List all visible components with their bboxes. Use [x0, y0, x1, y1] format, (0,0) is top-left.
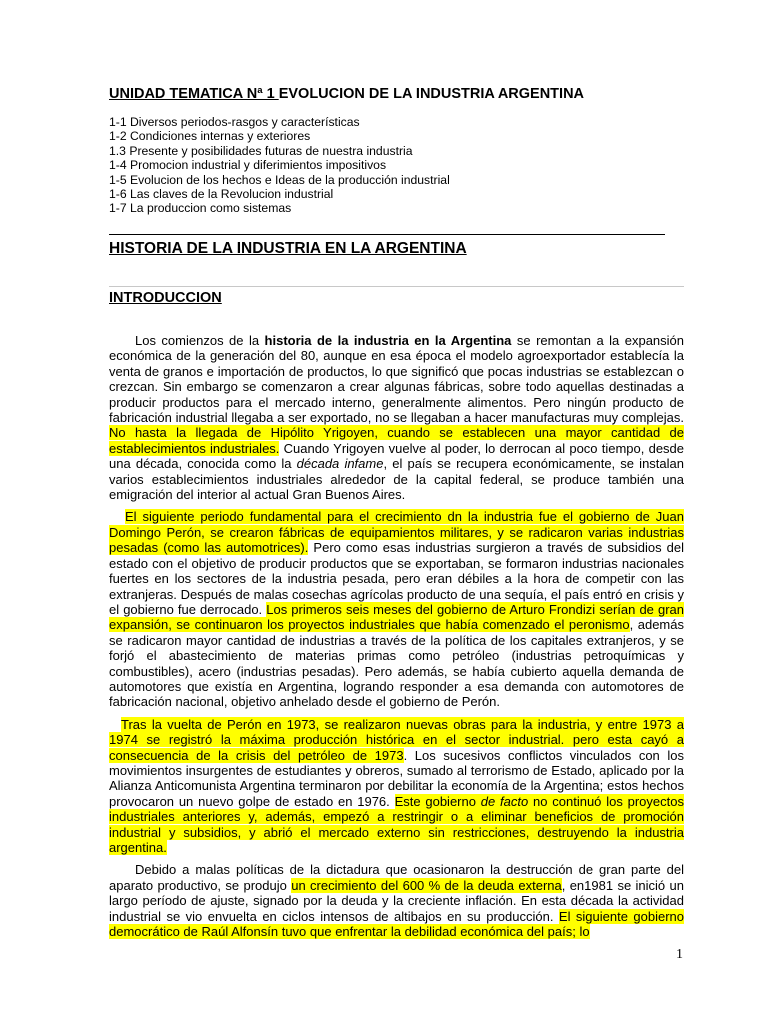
toc-item: 1-2 Condiciones internas y exteriores	[109, 129, 311, 144]
highlighted-text: un crecimiento del 600 % de la deuda externa	[291, 877, 562, 893]
text-run: . Los sucesivos conflictos vinculados con los movimientos insurgentes de estudiantes y obreros, sumado al terrorismo de Estado, aplicado por la Alianza Anticomunista Argentina terminaron por debilitar la economía de la Argentina; estos hechos provocaron un nuevo golpe de estado en 1976.	[109, 747, 685, 809]
table-of-contents	[109, 115, 669, 216]
toc-item: 1-1 Diversos periodos-rasgos y características	[109, 115, 360, 129]
text-run: , el país se recupera económicamente, se instalan varios establecimientos industriales alrededor de la capital federal, se produce también una emigración del interior al actual Gran Buenos Aires.	[109, 456, 684, 503]
page-number: 1	[676, 947, 683, 962]
bold-text: historia de la industria en la Argentina	[264, 333, 512, 348]
highlighted-text: Tras la vuelta de Perón en 1973, se realizaron nuevas obras para la industria, y entre 1973 a 1974 se registró la máxima producción histórica en el sector industrial. pero esta cayó a consecuencia de la crisis del petróleo de 1973	[109, 716, 684, 763]
divider	[109, 234, 665, 235]
text-run: Debido a malas políticas de la dictadura que ocasionaron la destrucción de gran parte del aparato productivo, se produjo	[109, 862, 684, 893]
divider	[109, 286, 684, 287]
toc-item: 1.3 Presente y posibilidades futuras de nuestra industria	[109, 143, 413, 158]
toc-item: 1-4 Promocion industrial y diferimientos impositivos	[109, 158, 387, 173]
body-text	[109, 333, 684, 946]
main-title: HISTORIA DE LA INDUSTRIA EN LA ARGENTINA	[109, 240, 467, 257]
paragraph-1	[109, 333, 684, 502]
unit-heading	[109, 85, 669, 103]
paragraph-3	[109, 717, 684, 856]
highlighted-text: no continuó los proyectos industriales anteriores y, además, empezó a restringir o a eliminar beneficios de promoción industrial y subsidios, y abrió el mercado externo sin restricciones, destruyendo la industria argentina.	[109, 793, 684, 855]
text-run: se remontan a la expansión económica de la generación del 80, aunque en esa época el modelo agroexportador establecía la venta de granos e importación de productos, lo que significó que pocas industrias se establezcan o crezcan. Sin embargo se comenzaron a crear algunas fábricas, sobre todo aquellas destinadas a producir productos para el mercado interno, generalmente alimentos. Pero ningún producto de fabricación industrial llegaba a ser exportado, no se llegaban a hacer manufacturas muy complejas.	[109, 333, 685, 426]
paragraph-4	[109, 862, 684, 939]
unit-label: UNIDAD TEMATICA Nª 1	[109, 86, 279, 102]
highlighted-text: Los primeros seis meses del gobierno de Arturo Frondizi serían de gran expansión, se continuaron los proyectos industriales que había comenzado el peronismo	[109, 601, 684, 633]
italic-text: década infame	[296, 456, 384, 472]
text-run: Cuando Yrigoyen vuelve al poder, lo derrocan al poco tiempo, desde una década, conocida como la	[109, 440, 685, 472]
highlighted-italic-text: de facto	[480, 793, 529, 809]
toc-item: 1-6 Las claves de la Revolucion industrial	[109, 187, 334, 202]
section-title: INTRODUCCION	[109, 290, 222, 306]
text-run: , en1981 se inició un largo período de ajuste, signado por la deuda y la creciente inflación. En esta década la actividad industrial se vio envuelta en ciclos intensos de altibajos en su producción.	[109, 877, 684, 924]
highlighted-text: El siguiente periodo fundamental para el crecimiento dn la industria fue el gobierno de Juan Domingo Perón, se crearon fábricas de equipamientos militares, y se radicaron varias industrias pesadas (como las automotrices).	[109, 509, 684, 556]
highlighted-text: El siguiente gobierno democrático de Raúl Alfonsín tuvo que enfrentar la debilidad económica del país; lo	[109, 908, 685, 940]
paragraph-2	[109, 509, 684, 709]
highlighted-text: Este gobierno	[394, 793, 481, 809]
text-run: Los comienzos de la	[135, 333, 265, 348]
text-run: , además se radicaron mayor cantidad de industrias a través de la política de los capitales extranjeros, y se forjó el abastecimiento de materias primas como petróleo (industrias petroquímicas y combustibles), acero (industrias pesadas). Pero además, se había cubierto aquella demanda de automotores que existía en Argentina, logrando responder a esa demanda con automotores de fabricación nacional, objetivo anhelado desde el gobierno de Perón.	[109, 617, 684, 710]
toc-item: 1-7 La produccion como sistemas	[109, 201, 292, 216]
highlighted-text: No hasta la llegada de Hipólito Yrigoyen, cuando se establecen una mayor cantidad de establecimientos industriales.	[109, 425, 684, 456]
toc-item: 1-5 Evolucion de los hechos e Ideas de la producción industrial	[109, 172, 450, 187]
unit-title: EVOLUCION DE LA INDUSTRIA ARGENTINA	[278, 86, 585, 102]
text-run: Pero como esas industrias surgieron a través de subsidios del estado con el objetivo de producir productos que se exportaban, se formaron industrias nacionales fuertes en los sectores de la industria pesada, pero eran débiles a la hora de competir con las extranjeras. Después de malas cosechas agrícolas producto de una sequía, el país entró en crisis y el gobierno fue derrocado.	[109, 540, 685, 617]
